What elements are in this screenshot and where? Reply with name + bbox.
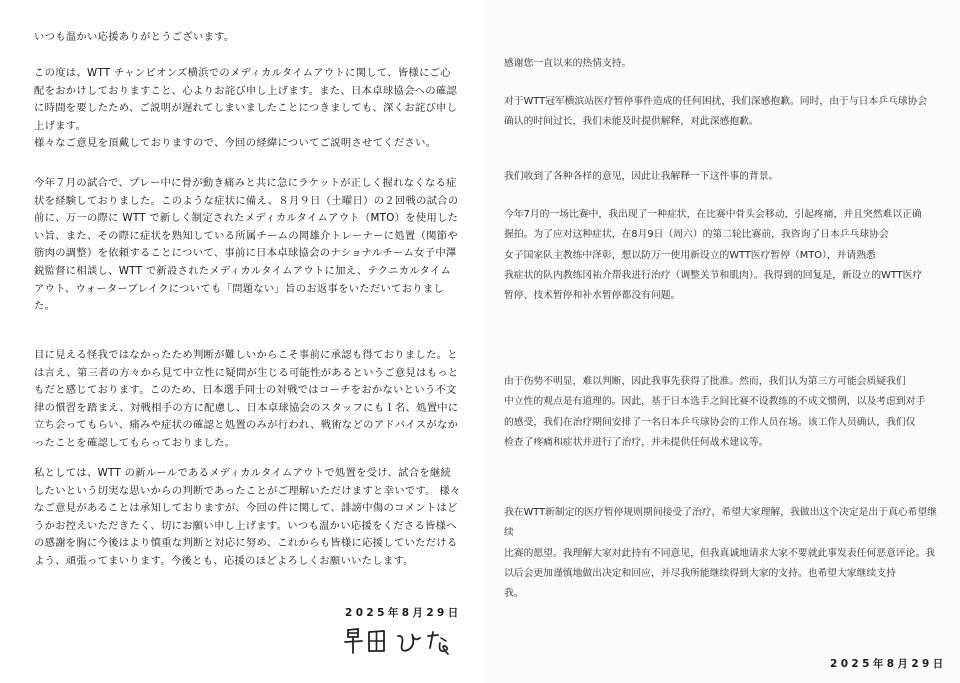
cn-date: 2025年8月29日 (830, 658, 947, 670)
chinese-letter-panel (484, 0, 960, 683)
cn-intro-paragraph: 我们收到了各种各样的意见，因此让我解释一下这件事的背景。 (504, 171, 779, 182)
cn-apology-paragraph: 对于WTT冠军横滨站医疗暂停事件造成的任何困扰，我们深感抱歉。同时，由于与日本乒乓球协会 确认的时间过长，我们未能及时提供解释，对此深感抱歉。 (504, 96, 928, 128)
jp-greeting: いつも温かい応援ありがとうございます。 (34, 31, 235, 43)
jp-closing-paragraph: 私としては、WTT の新ルールであるメディカルタイムアウトで処置を受け、試合を継続 したいという切実な思いからの判断であったことがご理解いただけますと幸いです。 様々 なご意見があることは承知しておりますが、今回の件に関して、誹謗中傷のコメントはど うかお控えいただきたく、切にお願い申し上げます。いつも温かい応援をくださる皆様へ の感謝を胸に今後はより慎重な判断と対応に努め、これからも皆様に応援していただける よう、頑張ってまいります。今後とも、応援のほどよろしくお願いいたします。 (34, 467, 461, 567)
jp-background-paragraph: 今年７月の試合で、プレー中に骨が動き痛みと共に急にラケットが正しく握れなくなる症 状を経験しておりました。このような症状に備え、８月９日（土曜日）の２回戦の試合の 前に、万一の際に WTT で新しく制定されたメディカルタイムアウト（MTO）を使用した い旨、また、その際に症状を熟知している所属チームの岡雄介トレーナーに処置（関節や 筋肉の調整）を依頼することについて、事前に日本卓球協会のナショナルチーム女子中澤 鋭監督に相談し、WTT で新設されたメディカルタイムアウトに加え、テクニカルタイム アウト、ウォーターブレイクについても「問題ない」旨のお返事をいただいておりまし た。 (34, 177, 459, 313)
jp-fairness-paragraph: 目に見える怪我ではなかったため判断が難しいからこそ事前に承認も得ておりました。と は言え、第三者の方々から見て中立性に疑問が生じる可能性があるというご意見はもっと もだと感じております。このため、日本選手同士の対戦ではコーチをおかないという不文 律の慣習を踏まえ、対戦相手の方に配慮し、日本卓球協会のスタッフにも１名、処置中に 立ち会ってもらい、痛みや症状の確認と処置のみが行われ、戦術などのアドバイスがなか ったことを確認してもらっておりました。 (34, 349, 459, 449)
cn-fairness-paragraph: 由于伤势不明显，难以判断，因此我事先获得了批准。然而，我们认为第三方可能会质疑我们 中立性的观点是有道理的。因此，基于日本选手之间比赛不设教练的不成文惯例，以及考虑到对手 的感受，我们在治疗期间安排了一名日本乒乓球协会的工作人员在场。该工作人员确认，我们仅 检查了疼痛和症状并进行了治疗，并未提供任何战术建议等。 (504, 376, 926, 448)
cn-greeting: 感谢您一直以来的热情支持。 (504, 58, 632, 69)
jp-date: 2025年8月29日 (345, 607, 462, 619)
jp-apology-paragraph: この度は、WTT チャンピオンズ横浜でのメディカルタイムアウトに関して、皆様にご心 配をおかけしておりますこと、心よりお詫び申し上げます。また、日本卓球協会への確認 に時間を要したため、ご説明が遅れてしまいましたことにつきましても、深くお詫び申し 上げます。 様々なご意見を頂戴しておりますので、今回の経緯についてご説明させてください。 (34, 67, 458, 150)
handwritten-signature (342, 624, 462, 658)
cn-background-paragraph: 今年7月的一场比赛中，我出现了一种症状，在比赛中骨头会移动，引起疼痛，并且突然难以正确 握拍。为了应对这种症状，在8月9日（周六）的第二轮比赛前，我咨询了日本乒乓球协会 女子国家队主教练中泽彰，想以防万一使用新设立的WTT医疗暂停（MTO），并请熟悉 我症状的队内教练冈祐介帮我进行治疗（调整关节和肌肉）。我得到的回复是，新设立的WTT医疗 暂停、技术暂停和补水暂停都没有问题。 (504, 209, 923, 302)
cn-closing-paragraph: 我在WTT新制定的医疗暂停规则期间接受了治疗，希望大家理解，我做出这个决定是出于真心希望继续 比赛的愿望。我理解大家对此持有不同意见，但我真诚地请求大家不要就此事发表任何恶意评论。我 以后会更加谨慎地做出决定和回应，并尽我所能继续得到大家的支持。也希望大家继续支持 我。 (504, 507, 937, 600)
